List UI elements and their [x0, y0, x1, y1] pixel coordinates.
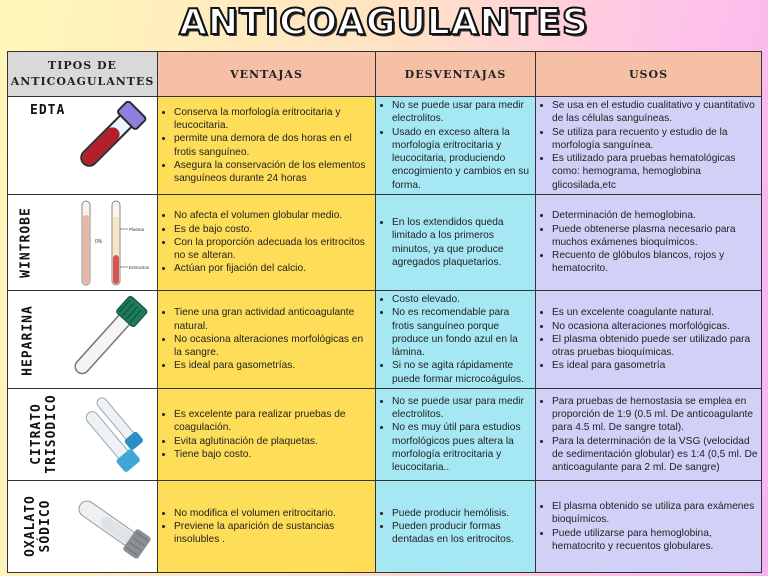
gray-cap-tube-icon: [66, 485, 156, 569]
ventajas-cell: [158, 195, 376, 291]
usos-cell: [536, 291, 762, 389]
list-item: • Evita aglutinación de plaquetas.: [174, 435, 372, 448]
ventajas-cell: [158, 389, 376, 481]
list-item: • Para la determinación de la VSG (velocidad de sedimentación globular) es 1:4 (0,5 ml. De anticoagulante para 2 ml. De sangre): [552, 435, 758, 475]
list-item: • Para pruebas de hemostasia se emplea en proporción de 1:9 (0.5 ml. De anticoagulante para 4.5 ml. De sangre total).: [552, 395, 758, 435]
list-item: • Puede obtenerse plasma necesario para muchos exámenes bioquímicos.: [552, 223, 758, 249]
list-item: • Tiene bajo costo.: [174, 448, 372, 461]
header-tipos: TIPOS DE ANTICOAGULANTES: [8, 52, 158, 97]
list-item: • Tiene una gran actividad anticoagulante natural.: [174, 306, 372, 332]
row-name: OXALATO SÓDICO: [23, 495, 53, 557]
list-item: • Es excelente para realizar pruebas de coagulación.: [174, 408, 372, 434]
list-item: • Previene la aparición de sustancias insolubles .: [174, 520, 372, 546]
list-item: • Costo elevado.: [392, 293, 532, 306]
list-item: • Con la proporción adecuada los eritrocitos no se alteran.: [174, 236, 372, 262]
list-item: • No ocasiona alteraciones morfológicas.: [552, 320, 758, 333]
list-item: • No afecta el volumen globular medio.: [174, 209, 372, 222]
row-name-cell: [8, 389, 158, 481]
list-item: • Es un excelente coagulante natural.: [552, 306, 758, 319]
tube-label-plasma: Plasma: [129, 227, 145, 232]
list-item: • El plasma obtenido se utiliza para exámenes bioquímicos.: [552, 500, 758, 526]
desventajas-cell: [376, 389, 536, 481]
list-item: • Usado en exceso altera la morfología eritrocitaria y leucocitaria, produciendo encogimiento y cambios en su forma.: [392, 126, 532, 192]
row-name: WINTROBE: [18, 207, 34, 278]
list-item: • Actúan por fijación del calcio.: [174, 262, 372, 275]
list-item: • Puede producir hemólisis.: [392, 507, 532, 520]
list-item: • Es ideal para gasometrías.: [174, 359, 372, 372]
table-row: [8, 97, 762, 195]
row-name-cell: [8, 291, 158, 389]
list-item: • Es de bajo costo.: [174, 223, 372, 236]
list-item: • En los extendidos queda limitado a los primeros minutos, ya que produce agregados plaquetarios.: [392, 216, 532, 269]
list-item: • Recuento de glóbulos blancos, rojos y hematocrito.: [552, 249, 758, 275]
header-usos: USOS: [536, 52, 762, 97]
svg-text:0%: 0%: [95, 239, 103, 245]
list-item: • No se puede usar para medir electrolitos.: [392, 99, 532, 125]
list-item: • No modifica el volumen eritrocitario.: [174, 507, 372, 520]
list-item: • No se puede usar para medir electrolitos.: [392, 395, 532, 421]
header-ventajas: VENTAJAS: [158, 52, 376, 97]
row-name: HEPARINA: [20, 305, 36, 376]
list-item: • No es recomendable para frotis sanguíneo porque produce un fondo azul en la lámina.: [392, 306, 532, 359]
usos-cell: [536, 481, 762, 573]
page-title: ANTICOAGULANTES: [179, 2, 589, 43]
list-item: • Es ideal para gasometría: [552, 359, 758, 372]
table-row: [8, 291, 762, 389]
tube-label-eritrocitos: Eritrocitos: [129, 265, 150, 270]
list-item: • No ocasiona alteraciones morfológicas en la sangre.: [174, 333, 372, 359]
list-item: • Si no se agita rápidamente puede formar microcoágulos.: [392, 359, 532, 385]
desventajas-cell: [376, 291, 536, 389]
anticoagulant-table: [7, 51, 762, 573]
blue-cap-tubes-icon: [72, 393, 152, 477]
usos-cell: [536, 195, 762, 291]
usos-cell: [536, 97, 762, 195]
table-row: [8, 389, 762, 481]
desventajas-cell: [376, 97, 536, 195]
row-name-cell: [8, 97, 158, 195]
row-name: CITRATO TRISODICO: [29, 394, 59, 474]
list-item: • permite una demora de dos horas en el frotis sanguíneo.: [174, 132, 372, 158]
row-name-cell: [8, 481, 158, 573]
list-item: • Se utiliza para recuento y estudio de la morfología sanguínea.: [552, 126, 758, 152]
list-item: • No es muy útil para estudios morfológicos pues altera la morfología eritrocitaria y leucocitaria..: [392, 421, 532, 474]
purple-cap-blood-tube-icon: [56, 101, 148, 189]
desventajas-cell: [376, 195, 536, 291]
list-item: • Conserva la morfología eritrocitaria y leucocitaria.: [174, 106, 372, 132]
wintrobe-tubes-icon: [68, 197, 152, 289]
row-name: EDTA: [30, 103, 66, 118]
list-item: • Es utilizado para pruebas hematológicas como: hemograma, hemoglobina glicosilada,etc: [552, 152, 758, 192]
usos-cell: [536, 389, 762, 481]
header-desventajas: DESVENTAJAS: [376, 52, 536, 97]
table-row: [8, 195, 762, 291]
header-row: [8, 52, 762, 97]
list-item: • Asegura la conservación de los elementos sanguíneos durante 24 horas: [174, 159, 372, 185]
list-item: • El plasma obtenido puede ser utilizado para otras pruebas bioquímicas.: [552, 333, 758, 359]
list-item: • Pueden producir formas dentadas en los eritrocitos.: [392, 520, 532, 546]
list-item: • Puede utilizarse para hemoglobina, hematocrito y recuentos globulares.: [552, 527, 758, 553]
list-item: • Se usa en el estudio cualitativo y cuantitativo de las células sanguíneas.: [552, 99, 758, 125]
list-item: • Determinación de hemoglobina.: [552, 209, 758, 222]
desventajas-cell: [376, 481, 536, 573]
ventajas-cell: [158, 97, 376, 195]
green-cap-tube-icon: [60, 293, 154, 385]
ventajas-cell: [158, 291, 376, 389]
table-row: [8, 481, 762, 573]
ventajas-cell: [158, 481, 376, 573]
row-name-cell: [8, 195, 158, 291]
